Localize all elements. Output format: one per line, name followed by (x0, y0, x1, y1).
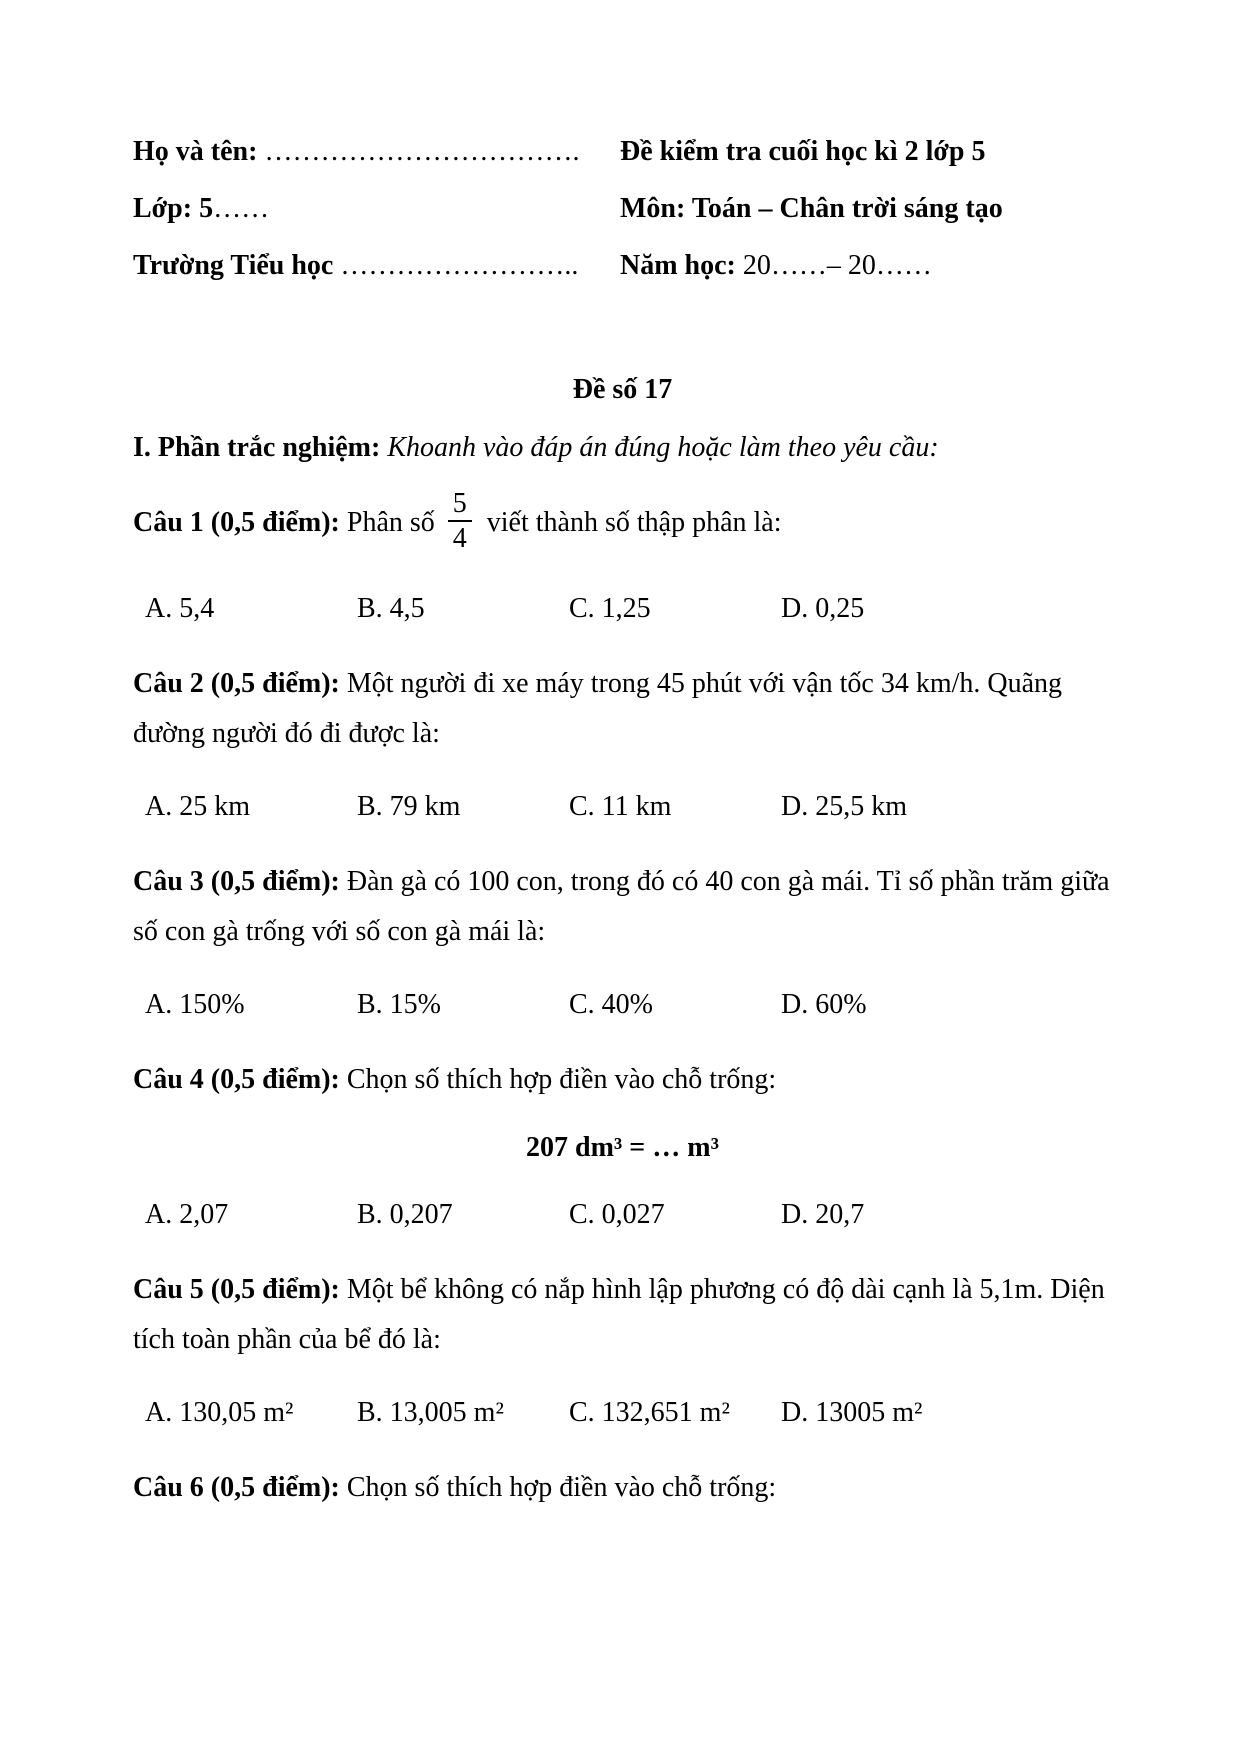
class-line (133, 192, 620, 226)
question-3 (133, 857, 1112, 957)
answer-option-d: D. 60% (781, 988, 867, 1020)
student-name-line (133, 135, 620, 169)
header-left-column (133, 135, 620, 306)
question-6-text: Chọn số thích hợp điền vào chỗ trống: (346, 1471, 777, 1503)
answer-option-c: C. 40% (569, 988, 653, 1020)
answer-option-d: D. 20,7 (781, 1198, 865, 1230)
section-1-heading (133, 430, 1112, 466)
question-4-text: Chọn số thích hợp điền vào chỗ trống: (346, 1063, 777, 1095)
document-header (133, 135, 1112, 306)
answer-option-b: B. 15% (357, 988, 441, 1020)
subject-line (620, 192, 1112, 226)
question-2-text: Một người đi xe máy trong 45 phút với vận tốc 34 km/h. Quãng đường người đó đi được là: (133, 667, 1063, 749)
school-line (133, 249, 620, 283)
question-2-options (133, 789, 1112, 825)
answer-option-c: C. 0,027 (569, 1198, 665, 1230)
question-2-label: Câu 2 (0,5 điểm): (133, 667, 340, 699)
question-1-text-after: viết thành số thập phân là: (486, 506, 782, 538)
answer-option-d: D. 0,25 (781, 592, 865, 624)
school-label: Trường Tiểu học (133, 250, 334, 281)
school-dots: …………………….. (333, 250, 579, 281)
fraction-5-over-4 (448, 488, 472, 555)
answer-option-a: A. 5,4 (145, 592, 215, 624)
exam-title-line (620, 135, 1112, 169)
question-3-text: Đàn gà có 100 con, trong đó có 40 con gà mái. Tỉ số phần trăm giữa số con gà trống với số con gà mái là: (133, 865, 1110, 947)
answer-option-b: B. 79 km (357, 790, 461, 822)
page-title: Đề số 17 (572, 374, 673, 405)
section-1-label: I. Phần trắc nghiệm: (133, 432, 381, 463)
question-1-text-before: Phân số (346, 506, 435, 538)
question-4 (133, 1055, 1112, 1105)
school-year-line (620, 249, 1112, 283)
answer-option-a: A. 150% (145, 988, 245, 1020)
question-6 (133, 1463, 1112, 1513)
header-right-column (620, 135, 1112, 306)
school-year-dots: 20……– 20…… (735, 250, 932, 281)
school-year-label: Năm học: (620, 250, 736, 281)
answer-option-c: C. 11 km (569, 790, 672, 822)
question-4-equation: 207 dm³ = … m³ (526, 1131, 719, 1163)
student-name-dots: ……………………………. (257, 136, 580, 167)
question-5 (133, 1265, 1112, 1365)
question-6-label: Câu 6 (0,5 điểm): (133, 1471, 340, 1503)
answer-option-a: A. 130,05 m² (145, 1396, 294, 1428)
student-name-label: Họ và tên: (133, 136, 258, 167)
question-3-label: Câu 3 (0,5 điểm): (133, 865, 340, 897)
answer-option-c: C. 1,25 (569, 592, 651, 624)
answer-option-d: D. 25,5 km (781, 790, 907, 822)
answer-option-b: B. 0,207 (357, 1198, 453, 1230)
question-2 (133, 659, 1112, 759)
question-4-options (133, 1197, 1112, 1233)
fraction-denominator: 4 (448, 520, 472, 554)
question-5-label: Câu 5 (0,5 điểm): (133, 1273, 340, 1305)
fraction-numerator: 5 (452, 488, 467, 519)
class-label: Lớp: 5 (133, 193, 214, 224)
answer-option-d: D. 13005 m² (781, 1396, 923, 1428)
question-5-text: Một bể không có nắp hình lập phương có độ dài cạnh là 5,1m. Diện tích toàn phần của bể đó là: (133, 1273, 1105, 1355)
question-1 (133, 488, 1112, 561)
question-1-label: Câu 1 (0,5 điểm): (133, 506, 340, 538)
answer-option-b: B. 13,005 m² (357, 1396, 504, 1428)
answer-option-c: C. 132,651 m² (569, 1396, 730, 1428)
answer-option-b: B. 4,5 (357, 592, 425, 624)
class-dots: …… (213, 193, 270, 224)
answer-option-a: A. 25 km (145, 790, 250, 822)
question-3-options (133, 987, 1112, 1023)
question-4-label: Câu 4 (0,5 điểm): (133, 1063, 340, 1095)
section-1-instruction: Khoanh vào đáp án đúng hoặc làm theo yêu cầu: (387, 432, 939, 463)
subject-label: Môn: Toán – Chân trời sáng tạo (620, 193, 1003, 224)
question-5-options (133, 1395, 1112, 1431)
exam-title: Đề kiểm tra cuối học kì 2 lớp 5 (620, 136, 986, 167)
answer-option-a: A. 2,07 (145, 1198, 229, 1230)
question-1-options (133, 591, 1112, 627)
